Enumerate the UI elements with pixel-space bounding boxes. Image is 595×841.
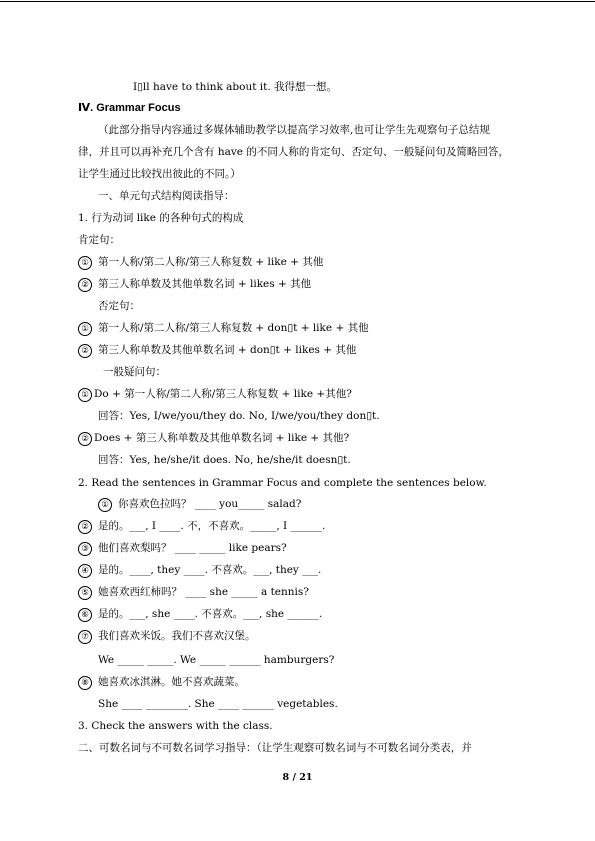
exercise-item xyxy=(78,541,287,556)
list-item xyxy=(78,321,369,336)
paragraph-line: 让学生通过比较找出彼此的不同。） xyxy=(78,168,241,180)
exercise-text: 是的。___, she ____. 不喜欢。___, she ______. xyxy=(98,608,323,620)
circled-number: ② xyxy=(78,278,92,292)
exercise-item xyxy=(78,675,245,690)
list-item-text: Does + 第三人称单数及其他单数名词 + like + 其他? xyxy=(94,432,350,444)
list-item xyxy=(78,431,349,446)
paragraph-line: （此部分指导内容通过多媒体辅助教学以提高学习效率,也可让学生先观察句子总结规 xyxy=(98,124,490,136)
label-negative: 否定句： xyxy=(98,300,140,312)
subsection-title: 二、可数名词与不可数名词学习指导：（让学生观察可数名词与不可数名词分类表，并 xyxy=(78,742,472,754)
circled-number: ① xyxy=(78,322,92,336)
exercise-text: 她喜欢西红柿吗？ ____ she _____ a tennis? xyxy=(98,586,309,598)
exercise-text: 我们喜欢米饭。我们不喜欢汉堡。 xyxy=(98,630,256,642)
exercise-text: 你喜欢色拉吗？ ____ you_____ salad? xyxy=(118,498,302,510)
circled-number: ② xyxy=(78,520,92,534)
circled-number: ① xyxy=(98,498,112,512)
circled-number: ① xyxy=(78,256,92,270)
subsection-title: 一、单元句式结构阅读指导： xyxy=(98,190,235,202)
exercise-text-english: We _____ _____. We _____ ______ hamburgers? xyxy=(98,654,335,666)
label-question: 一般疑问句： xyxy=(103,366,166,378)
answer-line: 回答：Yes, he/she/it does. No, he/she/it doesn▯t. xyxy=(98,454,351,466)
exercise-text: 是的。___, I ____. 不，不喜欢。_____, I ______. xyxy=(98,520,326,532)
circled-number: ② xyxy=(78,432,92,446)
list-item xyxy=(78,387,352,402)
answer-line: 回答：Yes, I/we/you/they do. No, I/we/you/they don▯t. xyxy=(98,410,380,422)
exercise-text-english: She ____ ________. She ____ ______ vegetables. xyxy=(98,698,338,710)
exercise-item xyxy=(78,519,325,534)
label-affirmative: 肯定句： xyxy=(78,234,120,246)
exercise-item xyxy=(78,585,309,600)
circled-number: ⑤ xyxy=(78,586,92,600)
list-item-text: 第三人称单数及其他单数名词 + don▯t + likes + 其他 xyxy=(98,344,357,356)
circled-number: ⑧ xyxy=(78,676,92,690)
exercise-text: 是的。____, they ____. 不喜欢。___, they ___. xyxy=(98,564,322,576)
header-rule xyxy=(0,1,595,2)
page-number: 8 / 21 xyxy=(282,772,313,783)
list-item-text: 第一人称/第二人称/第三人称复数 + don▯t + like + 其他 xyxy=(98,322,369,334)
list-item xyxy=(78,343,356,358)
exercise-text: 她喜欢冰淇淋。她不喜欢蔬菜。 xyxy=(98,676,245,688)
text-line: I▯ll have to think about it. 我得想一想。 xyxy=(133,81,338,93)
circled-number: ④ xyxy=(78,564,92,578)
exercise-text: 他们喜欢梨吗？ ____ _____ like pears? xyxy=(98,542,287,554)
list-item-text: 第一人称/第二人称/第三人称复数 + like + 其他 xyxy=(98,256,324,268)
exercise-item xyxy=(78,563,321,578)
exercise-item xyxy=(98,497,301,512)
exercise-instruction: 3. Check the answers with the class. xyxy=(78,720,273,732)
list-item-text: 第三人称单数及其他单数名词 + likes + 其他 xyxy=(98,278,312,290)
list-item-title: 1. 行为动词 like 的各种句式的构成 xyxy=(78,212,244,224)
circled-number: ③ xyxy=(78,542,92,556)
exercise-item xyxy=(78,629,256,644)
circled-number: ⑥ xyxy=(78,608,92,622)
circled-number: ① xyxy=(78,388,92,402)
list-item-text: Do + 第一人称/第二人称/第三人称复数 + like +其他? xyxy=(94,388,352,400)
exercise-instruction: 2. Read the sentences in Grammar Focus and complete the sentences below. xyxy=(78,477,487,489)
circled-number: ⑦ xyxy=(78,630,92,644)
exercise-item xyxy=(78,607,322,622)
list-item xyxy=(78,277,311,292)
circled-number: ② xyxy=(78,344,92,358)
paragraph-line: 律，并且可以再补充几个含有 have 的不同人称的肯定句、否定句、一般疑问句及简略回答， xyxy=(78,146,509,158)
list-item xyxy=(78,255,323,270)
section-heading: Ⅳ. Grammar Focus xyxy=(78,102,181,114)
